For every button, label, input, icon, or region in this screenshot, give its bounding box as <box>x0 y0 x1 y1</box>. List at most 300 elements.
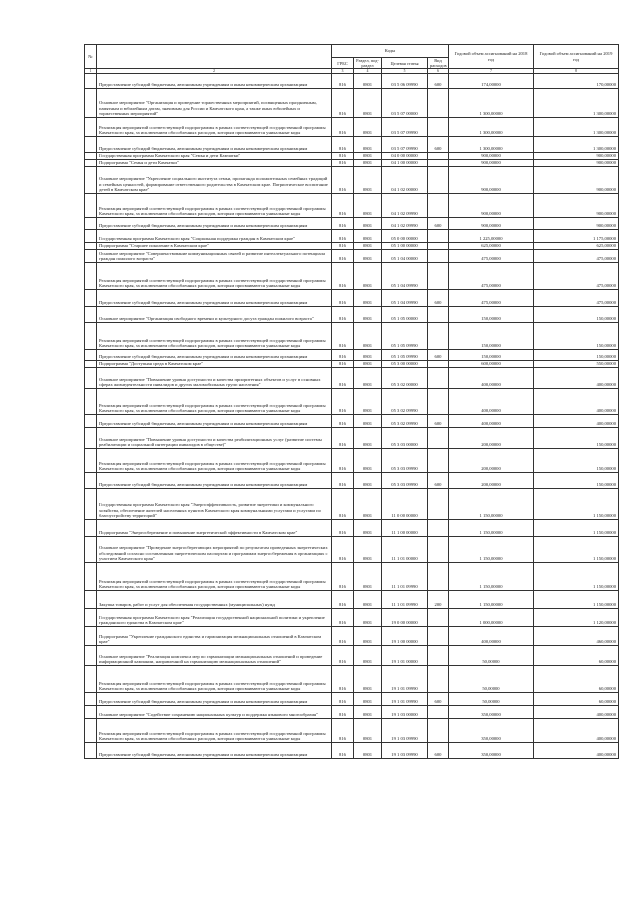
table-row <box>85 290 619 307</box>
row-expense-type-cell <box>428 428 449 449</box>
row-target-article-cell: 05 3 02 00000 <box>382 368 428 389</box>
row-amount-2019-cell: 400,00000 <box>534 719 619 743</box>
row-name-cell: Основное мероприятие "Повышение уровня доступности и качества приоритетных объектов и услуг в основных сферах жизнедеятельности инвалидов и других маломобильных групп населения" <box>97 368 332 389</box>
row-razdel-cell: 0801 <box>354 609 382 627</box>
row-number-cell <box>85 743 97 759</box>
row-grbs-cell: 816 <box>332 368 354 389</box>
row-number-cell <box>85 160 97 167</box>
header-target-article: Целевая статья <box>382 58 428 69</box>
row-amount-2019-cell: 1 300,00000 <box>534 137 619 153</box>
row-grbs-cell: 816 <box>332 361 354 368</box>
row-amount-2018-cell: 600,00000 <box>449 361 534 368</box>
row-amount-2019-cell: 900,00000 <box>534 194 619 218</box>
row-name-cell: Основное мероприятие "Реализация комплекса мер по гармонизации межнациональных отношений и проведение информационной кампании, направленной на гармонизацию межнациональных отношений" <box>97 646 332 666</box>
row-amount-2019-cell: 1 300,00000 <box>534 118 619 137</box>
row-number-cell <box>85 194 97 218</box>
row-grbs-cell: 816 <box>332 666 354 693</box>
row-name-cell: Подпрограмма "Старшее поколение в Камчатском крае" <box>97 243 332 250</box>
row-name-cell: Предоставление субсидий бюджетным, автономным учреждениям и иным некоммерческим организациям <box>97 743 332 759</box>
row-target-article-cell: 03 5 06 09990 <box>382 74 428 89</box>
row-grbs-cell: 816 <box>332 137 354 153</box>
row-name-cell: Подпрограмма "Укрепление гражданского единства и гармонизация межнациональных отношений в Камчатском крае" <box>97 627 332 646</box>
row-target-article-cell: 05 1 00 00000 <box>382 243 428 250</box>
row-razdel-cell: 0801 <box>354 89 382 118</box>
row-expense-type-cell: 600 <box>428 415 449 428</box>
row-amount-2019-cell: 60,00000 <box>534 666 619 693</box>
row-razdel-cell: 0801 <box>354 290 382 307</box>
table-row <box>85 74 619 89</box>
row-amount-2018-cell: 900,00000 <box>449 160 534 167</box>
table-row <box>85 89 619 118</box>
row-number-cell <box>85 473 97 489</box>
row-expense-type-cell <box>428 449 449 473</box>
row-amount-2019-cell: 550,00000 <box>534 361 619 368</box>
row-expense-type-cell <box>428 537 449 563</box>
header-year-2019: Годовой объем ассигнований на 2019 год <box>534 45 619 69</box>
row-grbs-cell: 816 <box>332 350 354 361</box>
row-name-cell: Основное мероприятие "Организация свободного времени и культурного досуга граждан пожилого возраста" <box>97 307 332 323</box>
row-target-article-cell: 05 1 04 09990 <box>382 263 428 290</box>
row-expense-type-cell <box>428 489 449 520</box>
row-target-article-cell: 05 3 02 09990 <box>382 389 428 415</box>
row-amount-2018-cell: 50,00000 <box>449 666 534 693</box>
row-amount-2018-cell: 1 150,00000 <box>449 591 534 609</box>
row-amount-2019-cell: 150,00000 <box>534 350 619 361</box>
row-target-article-cell: 11 1 00 00000 <box>382 520 428 537</box>
row-name-cell: Предоставление субсидий бюджетным, автономным учреждениям и иным некоммерческим организациям <box>97 693 332 706</box>
row-number-cell <box>85 520 97 537</box>
row-grbs-cell: 816 <box>332 307 354 323</box>
row-amount-2018-cell: 475,00000 <box>449 263 534 290</box>
row-name-cell: Предоставление субсидий бюджетным, автономным учреждениям и иным некоммерческим организациям <box>97 137 332 153</box>
row-amount-2019-cell: 900,00000 <box>534 160 619 167</box>
row-grbs-cell: 816 <box>332 520 354 537</box>
row-razdel-cell: 0801 <box>354 153 382 160</box>
row-name-cell: Реализация мероприятий соответствующей подпрограммы в рамках соответствующей государственной программы Камчатского края, за исключением обособленных расходов, которым присваиваются уникальные коды <box>97 389 332 415</box>
row-amount-2018-cell: 150,00000 <box>449 350 534 361</box>
row-amount-2018-cell: 400,00000 <box>449 627 534 646</box>
row-razdel-cell: 0801 <box>354 389 382 415</box>
row-grbs-cell: 816 <box>332 627 354 646</box>
row-razdel-cell: 0801 <box>354 167 382 194</box>
row-number-cell <box>85 167 97 194</box>
row-amount-2019-cell: 1 150,00000 <box>534 591 619 609</box>
row-amount-2018-cell: 350,00000 <box>449 706 534 719</box>
row-razdel-cell: 0801 <box>354 537 382 563</box>
row-expense-type-cell <box>428 368 449 389</box>
row-amount-2018-cell: 1 150,00000 <box>449 537 534 563</box>
row-name-cell: Предоставление субсидий бюджетным, автономным учреждениям и иным некоммерческим организациям <box>97 218 332 230</box>
row-number-cell <box>85 719 97 743</box>
row-grbs-cell: 816 <box>332 194 354 218</box>
row-target-article-cell: 04 1 00 00000 <box>382 160 428 167</box>
row-expense-type-cell: 600 <box>428 290 449 307</box>
table-row <box>85 743 619 759</box>
row-target-article-cell: 19 1 03 09990 <box>382 719 428 743</box>
row-grbs-cell: 816 <box>332 719 354 743</box>
row-number-cell <box>85 89 97 118</box>
row-expense-type-cell <box>428 706 449 719</box>
row-expense-type-cell <box>428 609 449 627</box>
row-expense-type-cell <box>428 153 449 160</box>
row-name-cell: Основное мероприятие "Укрепление социального института семьи, пропаганда положительных семейных традиций и семейных ценностей, формирование ответственного родительства в Камчатском крае. Патриотическое воспитание детей в Камчатском крае" <box>97 167 332 194</box>
row-name-cell: Реализация мероприятий соответствующей подпрограммы в рамках соответствующей государственной программы Камчатского края, за исключением обособленных расходов, которым присваиваются уникальные коды <box>97 719 332 743</box>
row-target-article-cell: 05 0 00 00000 <box>382 230 428 243</box>
header-expense-type: Вид расходов <box>428 58 449 69</box>
table-row <box>85 563 619 591</box>
row-amount-2019-cell: 475,00000 <box>534 290 619 307</box>
row-target-article-cell: 05 1 05 09990 <box>382 323 428 350</box>
table-row <box>85 361 619 368</box>
budget-sheet <box>84 44 618 759</box>
row-expense-type-cell <box>428 118 449 137</box>
row-target-article-cell: 19 1 01 09990 <box>382 693 428 706</box>
row-target-article-cell: 11 0 00 00000 <box>382 489 428 520</box>
row-razdel-cell: 0801 <box>354 160 382 167</box>
row-amount-2019-cell: 625,00000 <box>534 243 619 250</box>
row-number-cell <box>85 609 97 627</box>
row-amount-2019-cell: 1 150,00000 <box>534 537 619 563</box>
row-grbs-cell: 816 <box>332 89 354 118</box>
row-grbs-cell: 816 <box>332 263 354 290</box>
row-grbs-cell: 816 <box>332 591 354 609</box>
row-name-cell: Реализация мероприятий соответствующей подпрограммы в рамках соответствующей государственной программы Камчатского края, за исключением обособленных расходов, которым присваиваются уникальные коды <box>97 449 332 473</box>
row-razdel-cell: 0801 <box>354 263 382 290</box>
row-amount-2018-cell: 1 300,00000 <box>449 89 534 118</box>
row-amount-2018-cell: 1 150,00000 <box>449 563 534 591</box>
row-grbs-cell: 816 <box>332 415 354 428</box>
row-razdel-cell: 0801 <box>354 693 382 706</box>
row-amount-2018-cell: 174,00000 <box>449 74 534 89</box>
row-grbs-cell: 816 <box>332 167 354 194</box>
row-amount-2019-cell: 475,00000 <box>534 250 619 263</box>
row-target-article-cell: 19 1 01 09990 <box>382 666 428 693</box>
row-target-article-cell: 05 3 00 00000 <box>382 361 428 368</box>
row-name-cell: Предоставление субсидий бюджетным, автономным учреждениям и иным некоммерческим организациям <box>97 350 332 361</box>
table-row <box>85 537 619 563</box>
row-number-cell <box>85 693 97 706</box>
row-razdel-cell: 0801 <box>354 137 382 153</box>
row-grbs-cell: 816 <box>332 646 354 666</box>
row-grbs-cell: 816 <box>332 563 354 591</box>
row-amount-2019-cell: 1 120,00000 <box>534 609 619 627</box>
table-row <box>85 368 619 389</box>
row-grbs-cell: 816 <box>332 153 354 160</box>
row-amount-2018-cell: 50,00000 <box>449 646 534 666</box>
row-expense-type-cell <box>428 307 449 323</box>
row-razdel-cell: 0801 <box>354 194 382 218</box>
row-number-cell <box>85 118 97 137</box>
table-row <box>85 666 619 693</box>
row-expense-type-cell: 600 <box>428 137 449 153</box>
row-amount-2019-cell: 60,00000 <box>534 693 619 706</box>
header-index: 8 <box>534 69 619 74</box>
row-expense-type-cell <box>428 243 449 250</box>
row-target-article-cell: 04 1 02 00000 <box>382 167 428 194</box>
table-row <box>85 350 619 361</box>
row-number-cell <box>85 263 97 290</box>
row-name-cell: Закупка товаров, работ и услуг для обеспечения государственных (муниципальных) нужд <box>97 591 332 609</box>
row-amount-2019-cell: 460,00000 <box>534 627 619 646</box>
row-number-cell <box>85 218 97 230</box>
row-target-article-cell: 03 5 07 09990 <box>382 118 428 137</box>
row-grbs-cell: 816 <box>332 118 354 137</box>
row-expense-type-cell <box>428 361 449 368</box>
row-name-cell: Основное мероприятие "Содействие сохранению национальных культур и поддержка языкового многообразия" <box>97 706 332 719</box>
row-amount-2019-cell: 150,00000 <box>534 307 619 323</box>
row-razdel-cell: 0801 <box>354 743 382 759</box>
row-razdel-cell: 0801 <box>354 591 382 609</box>
row-target-article-cell: 19 1 00 00000 <box>382 627 428 646</box>
row-amount-2018-cell: 1 225,00000 <box>449 230 534 243</box>
row-number-cell <box>85 361 97 368</box>
row-name-cell: Предоставление субсидий бюджетным, автономным учреждениям и иным некоммерческим организациям <box>97 290 332 307</box>
header-index: 4 <box>354 69 382 74</box>
row-grbs-cell: 816 <box>332 693 354 706</box>
row-grbs-cell: 816 <box>332 389 354 415</box>
row-amount-2019-cell: 400,00000 <box>534 706 619 719</box>
row-expense-type-cell <box>428 323 449 350</box>
row-razdel-cell: 0801 <box>354 473 382 489</box>
table-row <box>85 520 619 537</box>
row-number-cell <box>85 706 97 719</box>
row-target-article-cell: 19 1 03 09990 <box>382 743 428 759</box>
row-target-article-cell: 11 1 01 00000 <box>382 537 428 563</box>
row-amount-2018-cell: 200,00000 <box>449 428 534 449</box>
row-expense-type-cell <box>428 520 449 537</box>
row-number-cell <box>85 449 97 473</box>
row-grbs-cell: 816 <box>332 218 354 230</box>
row-expense-type-cell: 600 <box>428 74 449 89</box>
row-amount-2018-cell: 50,00000 <box>449 693 534 706</box>
row-grbs-cell: 816 <box>332 290 354 307</box>
row-amount-2018-cell: 1 150,00000 <box>449 489 534 520</box>
table-row <box>85 473 619 489</box>
row-amount-2018-cell: 200,00000 <box>449 449 534 473</box>
row-amount-2018-cell: 400,00000 <box>449 368 534 389</box>
row-amount-2018-cell: 900,00000 <box>449 218 534 230</box>
header-index: 6 <box>428 69 449 74</box>
row-amount-2018-cell: 900,00000 <box>449 194 534 218</box>
row-razdel-cell: 0801 <box>354 706 382 719</box>
row-grbs-cell: 816 <box>332 609 354 627</box>
row-number-cell <box>85 368 97 389</box>
table-row <box>85 167 619 194</box>
header-number: № <box>85 45 97 69</box>
row-number-cell <box>85 591 97 609</box>
row-number-cell <box>85 307 97 323</box>
row-expense-type-cell: 200 <box>428 591 449 609</box>
row-target-article-cell: 05 1 05 00000 <box>382 307 428 323</box>
row-expense-type-cell <box>428 263 449 290</box>
table-row <box>85 719 619 743</box>
row-amount-2019-cell: 170,00000 <box>534 74 619 89</box>
row-name-cell: Государственная программа Камчатского края "Энергоэффективность, развитие энергетики и коммунального хозяйства, обеспечение жителей населенных пунктов Камчатского края коммунальными услугами и услугами по благоустройству территорий" <box>97 489 332 520</box>
table-body <box>85 74 619 759</box>
row-expense-type-cell: 600 <box>428 693 449 706</box>
row-razdel-cell: 0801 <box>354 323 382 350</box>
table-row <box>85 153 619 160</box>
row-number-cell <box>85 243 97 250</box>
row-name-cell: Основное мероприятие "Организация и проведение торжественных мероприятий, посвященных праздничным, памятным и юбилейным датам, значимым для России и Камчатского края, а также иных юбилейных и торжественных мероприятий" <box>97 89 332 118</box>
table-row <box>85 428 619 449</box>
row-target-article-cell: 05 3 03 09990 <box>382 449 428 473</box>
row-amount-2018-cell: 150,00000 <box>449 307 534 323</box>
row-razdel-cell: 0801 <box>354 520 382 537</box>
row-amount-2018-cell: 350,00000 <box>449 743 534 759</box>
header-grbs: ГРБС <box>332 58 354 69</box>
row-number-cell <box>85 230 97 243</box>
row-amount-2018-cell: 400,00000 <box>449 389 534 415</box>
row-target-article-cell: 05 3 03 00000 <box>382 428 428 449</box>
row-razdel-cell: 0801 <box>354 307 382 323</box>
row-amount-2019-cell: 1 300,00000 <box>534 89 619 118</box>
row-grbs-cell: 816 <box>332 74 354 89</box>
row-amount-2019-cell: 475,00000 <box>534 263 619 290</box>
row-number-cell <box>85 563 97 591</box>
table-row <box>85 218 619 230</box>
row-amount-2018-cell: 475,00000 <box>449 250 534 263</box>
row-number-cell <box>85 323 97 350</box>
row-razdel-cell: 0801 <box>354 74 382 89</box>
row-expense-type-cell <box>428 89 449 118</box>
table-row <box>85 591 619 609</box>
row-razdel-cell: 0801 <box>354 218 382 230</box>
table-header <box>85 45 619 74</box>
row-amount-2019-cell: 1 150,00000 <box>534 563 619 591</box>
row-amount-2019-cell: 1 175,00000 <box>534 230 619 243</box>
row-amount-2019-cell: 900,00000 <box>534 153 619 160</box>
row-expense-type-cell: 600 <box>428 473 449 489</box>
row-number-cell <box>85 350 97 361</box>
row-amount-2018-cell: 900,00000 <box>449 153 534 160</box>
row-name-cell: Государственная программа Камчатского края "Семья и дети Камчатки" <box>97 153 332 160</box>
header-index: 1 <box>85 69 97 74</box>
row-grbs-cell: 816 <box>332 706 354 719</box>
row-amount-2018-cell: 1 300,00000 <box>449 137 534 153</box>
row-target-article-cell: 03 5 07 09990 <box>382 137 428 153</box>
row-amount-2019-cell: 400,00000 <box>534 389 619 415</box>
row-razdel-cell: 0801 <box>354 350 382 361</box>
row-name-cell: Государственная программа Камчатского края "Реализация государственной национальной политики и укрепление гражданского единства в Камчатском крае" <box>97 609 332 627</box>
row-number-cell <box>85 428 97 449</box>
row-amount-2019-cell: 150,00000 <box>534 449 619 473</box>
row-target-article-cell: 19 0 00 00000 <box>382 609 428 627</box>
row-number-cell <box>85 250 97 263</box>
row-amount-2018-cell: 350,00000 <box>449 719 534 743</box>
table-row <box>85 609 619 627</box>
row-name-cell: Основное мероприятие "Проведение энергосберегающих мероприятий по результатам проведенных энергетических обследований согласно составленным энергетическим паспортам и программам энергосбережения в организациях с участием Камчатского края" <box>97 537 332 563</box>
table-row <box>85 307 619 323</box>
row-name-cell: Предоставление субсидий бюджетным, автономным учреждениям и иным некоммерческим организациям <box>97 74 332 89</box>
row-expense-type-cell: 600 <box>428 743 449 759</box>
row-name-cell: Основное мероприятие "Повышение уровня доступности и качества реабилитационных услуг (развитие системы реабилитации и социальной интеграции инвалидов в обществе)" <box>97 428 332 449</box>
row-razdel-cell: 0801 <box>354 646 382 666</box>
row-grbs-cell: 816 <box>332 489 354 520</box>
row-grbs-cell: 816 <box>332 537 354 563</box>
row-name-cell: Реализация мероприятий соответствующей подпрограммы в рамках соответствующей государственной программы Камчатского края, за исключением обособленных расходов, которым присваиваются уникальные коды <box>97 666 332 693</box>
row-name-cell: Реализация мероприятий соответствующей подпрограммы в рамках соответствующей государственной программы Камчатского края, за исключением обособленных расходов, которым присваиваются уникальные коды <box>97 194 332 218</box>
row-name-cell: Реализация мероприятий соответствующей подпрограммы в рамках соответствующей государственной программы Камчатского края, за исключением обособленных расходов, которым присваиваются уникальные коды <box>97 263 332 290</box>
table-row <box>85 627 619 646</box>
row-razdel-cell: 0801 <box>354 118 382 137</box>
row-target-article-cell: 11 1 01 09990 <box>382 563 428 591</box>
row-amount-2019-cell: 400,00000 <box>534 743 619 759</box>
row-target-article-cell: 05 1 05 09990 <box>382 350 428 361</box>
table-row <box>85 646 619 666</box>
row-amount-2018-cell: 1 300,00000 <box>449 118 534 137</box>
row-name-cell: Реализация мероприятий соответствующей подпрограммы в рамках соответствующей государственной программы Камчатского края, за исключением обособленных расходов, которым присваиваются уникальные коды <box>97 563 332 591</box>
table-row <box>85 230 619 243</box>
row-expense-type-cell <box>428 194 449 218</box>
row-amount-2019-cell: 150,00000 <box>534 323 619 350</box>
table-row <box>85 160 619 167</box>
row-amount-2018-cell: 200,00000 <box>449 473 534 489</box>
row-grbs-cell: 816 <box>332 243 354 250</box>
row-grbs-cell: 816 <box>332 449 354 473</box>
row-expense-type-cell <box>428 250 449 263</box>
row-razdel-cell: 0801 <box>354 415 382 428</box>
row-grbs-cell: 816 <box>332 473 354 489</box>
row-expense-type-cell <box>428 666 449 693</box>
row-expense-type-cell <box>428 646 449 666</box>
row-razdel-cell: 0801 <box>354 243 382 250</box>
row-expense-type-cell <box>428 160 449 167</box>
row-expense-type-cell <box>428 389 449 415</box>
table-row <box>85 489 619 520</box>
row-amount-2019-cell: 400,00000 <box>534 368 619 389</box>
row-razdel-cell: 0801 <box>354 250 382 263</box>
row-amount-2019-cell: 900,00000 <box>534 218 619 230</box>
table-row <box>85 137 619 153</box>
row-number-cell <box>85 627 97 646</box>
row-razdel-cell: 0801 <box>354 719 382 743</box>
row-name-cell: Предоставление субсидий бюджетным, автономным учреждениям и иным некоммерческим организациям <box>97 473 332 489</box>
header-index: 7 <box>449 69 534 74</box>
header-index: 3 <box>332 69 354 74</box>
row-razdel-cell: 0801 <box>354 563 382 591</box>
table-row <box>85 263 619 290</box>
row-name-cell: Предоставление субсидий бюджетным, автономным учреждениям и иным некоммерческим организациям <box>97 415 332 428</box>
row-razdel-cell: 0801 <box>354 230 382 243</box>
row-amount-2019-cell: 400,00000 <box>534 415 619 428</box>
row-name-cell: Основное мероприятие "Совершенствование коммуникационных связей и развитие интеллектуального потенциала граждан пожилого возраста" <box>97 250 332 263</box>
row-number-cell <box>85 415 97 428</box>
row-amount-2019-cell: 150,00000 <box>534 473 619 489</box>
table-row <box>85 118 619 137</box>
row-number-cell <box>85 74 97 89</box>
row-name-cell: Подпрограмма "Семья и дети Камчатки" <box>97 160 332 167</box>
row-expense-type-cell <box>428 563 449 591</box>
row-target-article-cell: 05 3 02 09990 <box>382 415 428 428</box>
row-number-cell <box>85 489 97 520</box>
header-codes: Коды <box>332 45 449 58</box>
row-grbs-cell: 816 <box>332 428 354 449</box>
row-amount-2018-cell: 1 000,00000 <box>449 609 534 627</box>
row-razdel-cell: 0801 <box>354 449 382 473</box>
row-amount-2019-cell: 1 150,00000 <box>534 520 619 537</box>
row-expense-type-cell: 600 <box>428 218 449 230</box>
table-row <box>85 415 619 428</box>
row-target-article-cell: 04 1 02 09990 <box>382 218 428 230</box>
row-razdel-cell: 0801 <box>354 428 382 449</box>
row-name-cell: Государственная программа Камчатского края "Социальная поддержка граждан в Камчатском крае" <box>97 230 332 243</box>
row-name-cell: Подпрограмма "Доступная среда в Камчатском крае" <box>97 361 332 368</box>
row-number-cell <box>85 666 97 693</box>
row-amount-2018-cell: 900,00000 <box>449 167 534 194</box>
header-index: 5 <box>382 69 428 74</box>
row-target-article-cell: 04 1 02 09990 <box>382 194 428 218</box>
